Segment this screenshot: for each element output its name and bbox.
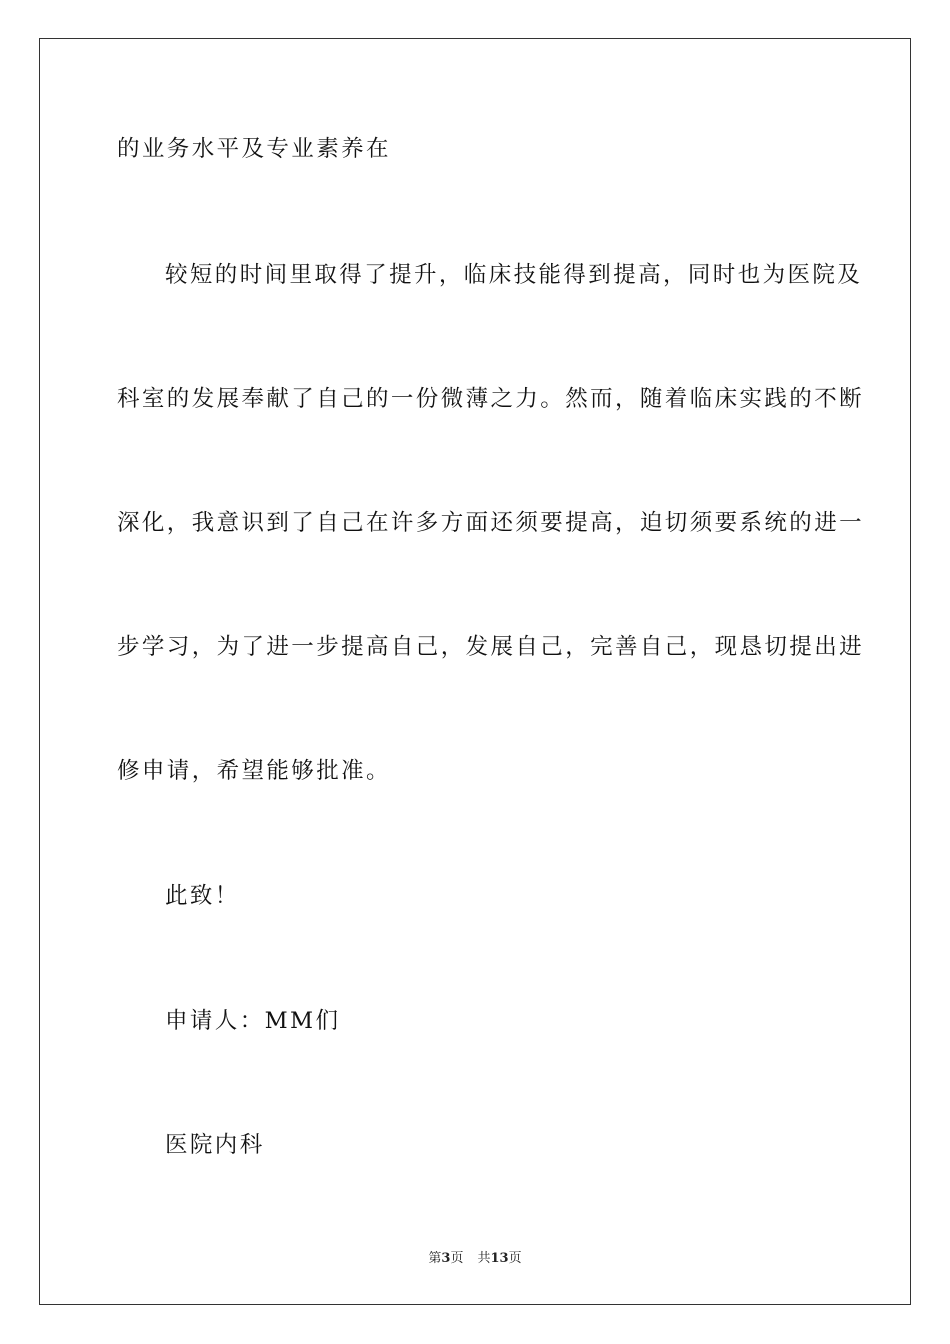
- department-line: 医院内科: [165, 1132, 265, 1158]
- page-number: 3: [441, 1251, 451, 1266]
- paragraph-line: 深化，我意识到了自己在许多方面还须要提高，迫切须要系统的进一: [117, 510, 865, 536]
- paragraph-line: 科室的发展奉献了自己的一份微薄之力。然而，随着临床实践的不断: [117, 386, 865, 412]
- paragraph-line: 步学习，为了进一步提高自己，发展自己，完善自己，现恳切提出进: [117, 634, 865, 660]
- total-prefix: 共: [477, 1251, 491, 1266]
- paragraph-line: 修申请，希望能够批准。: [117, 758, 391, 784]
- paragraph-line: 的业务水平及专业素养在: [117, 136, 391, 162]
- applicant-line: 申请人：MM们: [165, 1008, 341, 1034]
- page-suffix: 页: [450, 1251, 464, 1266]
- page-prefix: 第: [428, 1251, 442, 1266]
- paragraph-line: 较短的时间里取得了提升，临床技能得到提高，同时也为医院及: [165, 262, 863, 288]
- total-pages: 13: [490, 1251, 509, 1266]
- page-border: [39, 38, 911, 1305]
- page-footer: [0, 1247, 950, 1266]
- closing-salutation: 此致！: [165, 883, 240, 909]
- total-suffix: 页: [508, 1251, 522, 1266]
